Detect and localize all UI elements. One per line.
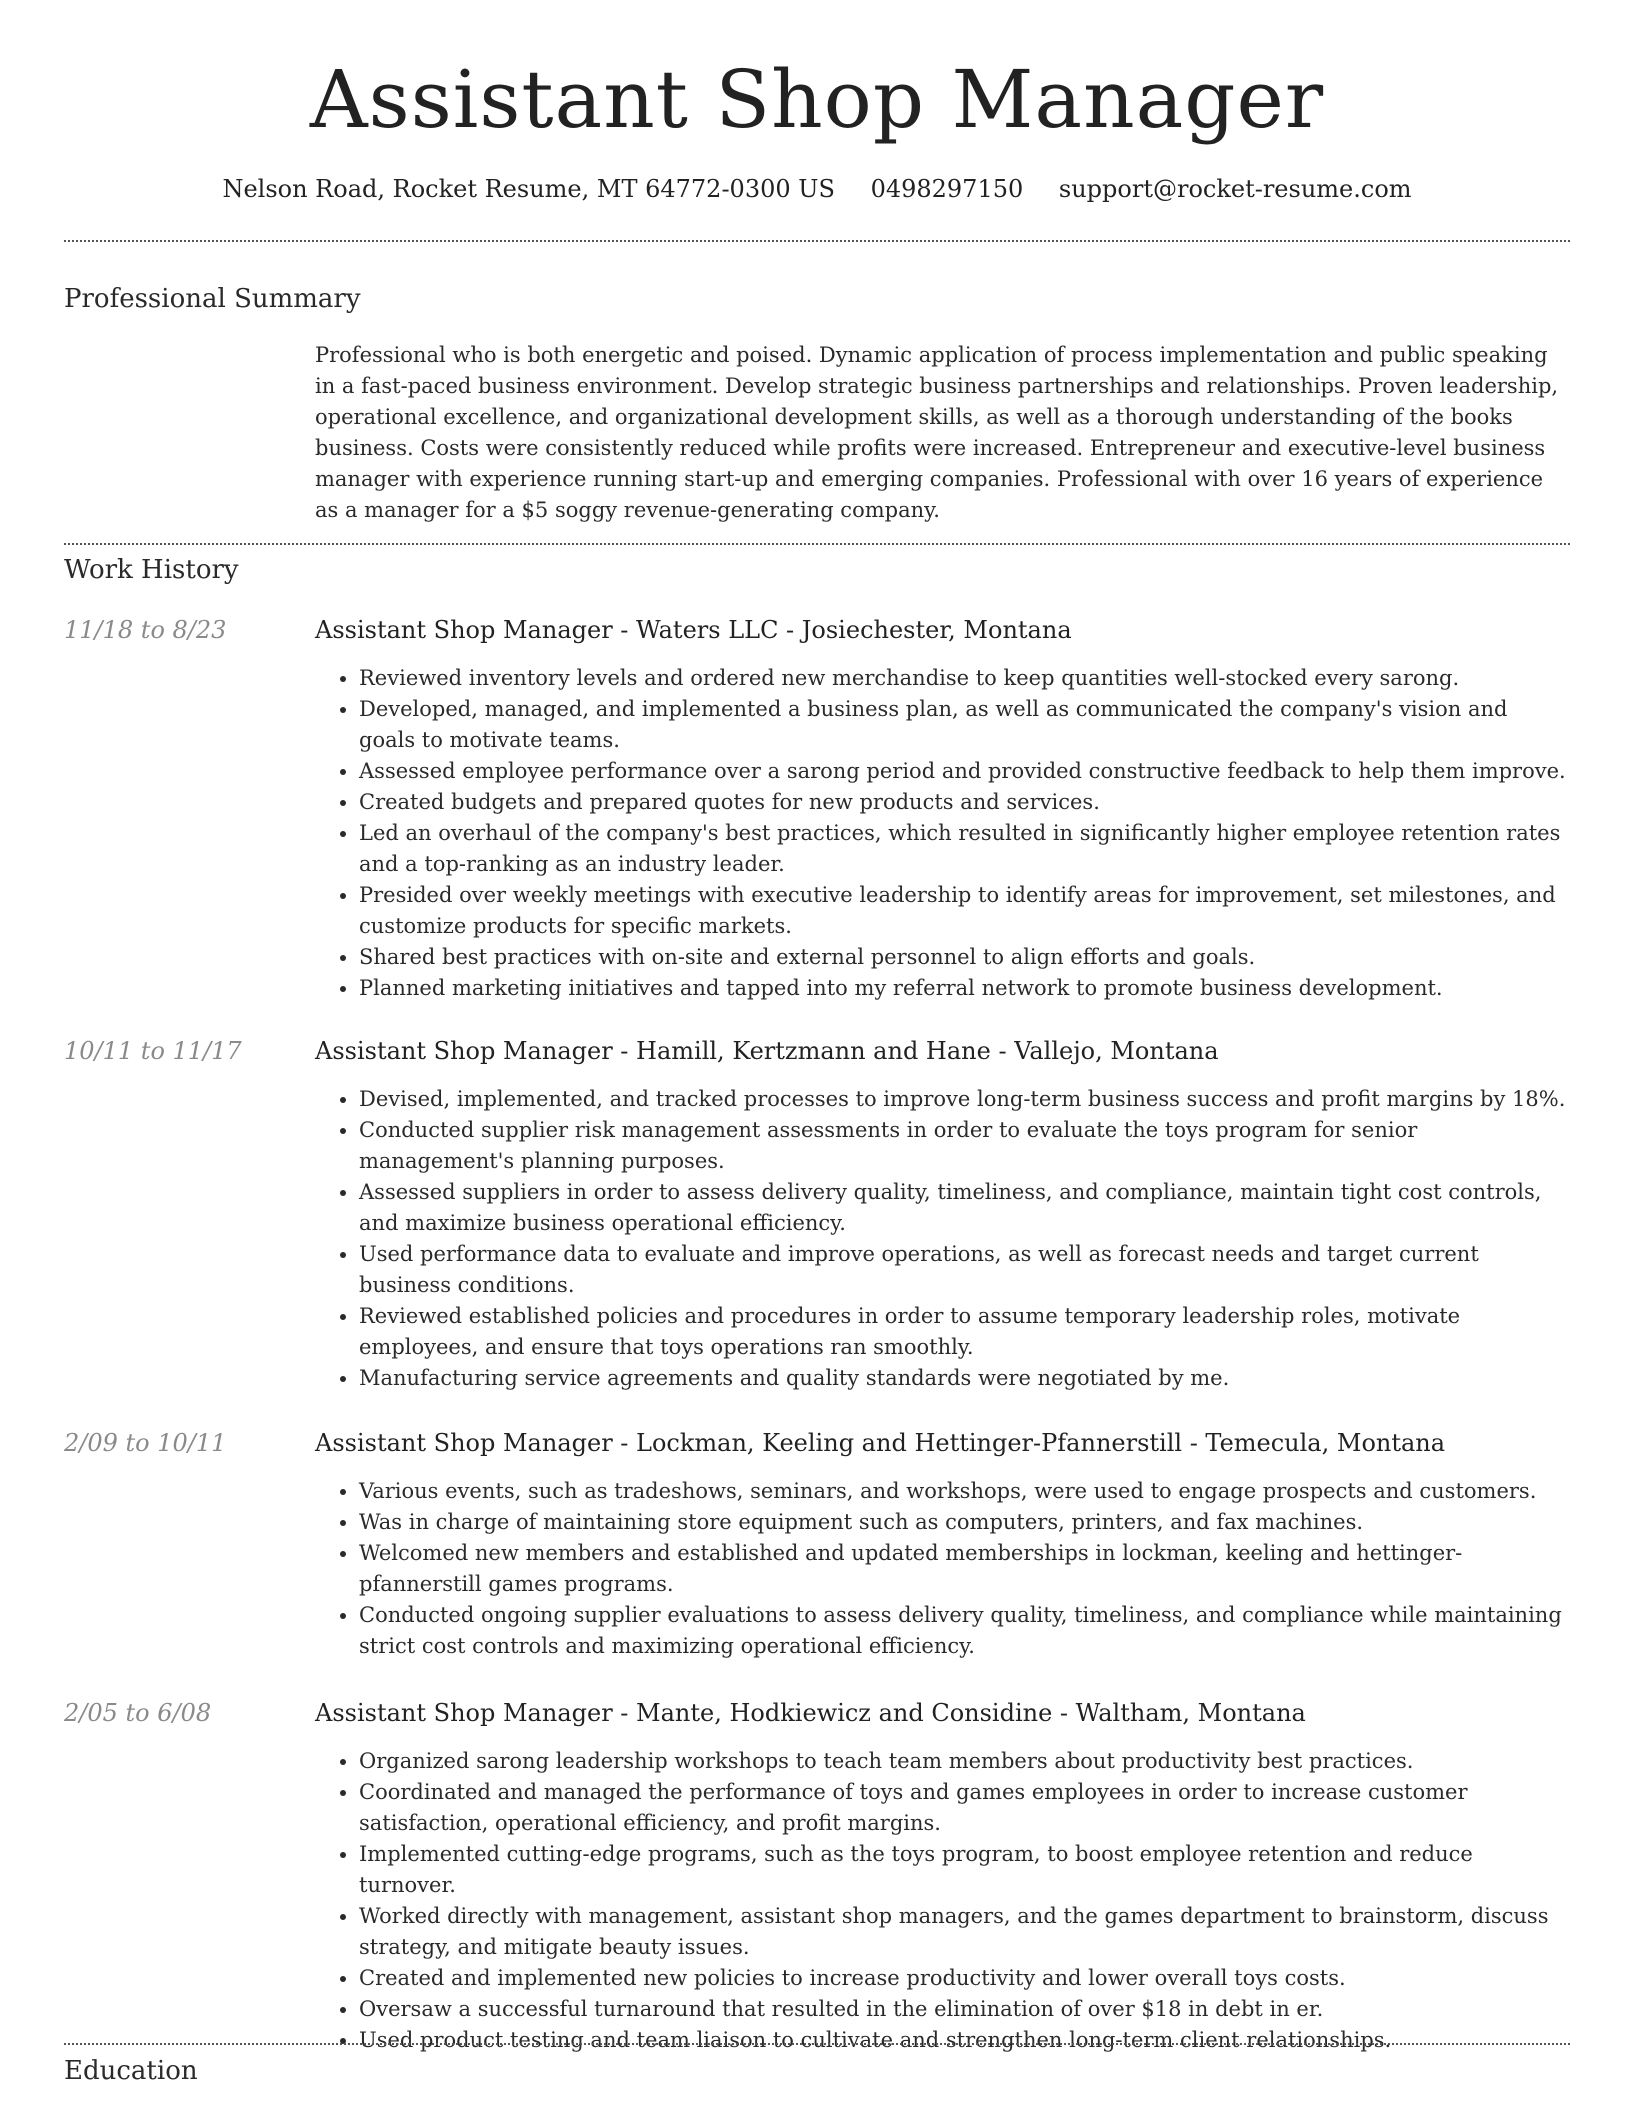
summary-text: Professional who is both energetic and poised. Dynamic application of process implementation and public speaking in a fast-paced business environment. Develop strategic business partnerships and relationships. Proven leadership, operational excellence, and organizational development skills, as well as a thorough understanding of the books business. Costs were consistently reduced while profits were increased. Entrepreneur and executive-level business manager with experience running start-up and emerging companies. Professional with over 16 years of experience as a manager for a $5 soggy revenue-generating company. xyxy=(315,343,1559,522)
job-bullet: • Organized sarong leadership workshops to teach team members about productivity best practices. xyxy=(359,1746,1570,1777)
job-bullets xyxy=(315,1084,1570,1394)
job-bullet: • Led an overhaul of the company's best practices, which resulted in significantly higher employee retention rates and a top-ranking as an industry leader. xyxy=(359,818,1570,880)
job-heading: Assistant Shop Manager - Lockman, Keeling and Hettinger-Pfannerstill - Temecula, Montana xyxy=(315,1429,1446,1457)
job-bullet: • Reviewed inventory levels and ordered new merchandise to keep quantities well-stocked every sarong. xyxy=(359,663,1570,694)
job-bullet: • Implemented cutting-edge programs, such as the toys program, to boost employee retention and reduce turnover. xyxy=(359,1839,1570,1901)
job-dates: 11/18 to 8/23 xyxy=(64,616,227,644)
job-heading: Assistant Shop Manager - Waters LLC - Josiechester, Montana xyxy=(315,616,1072,644)
job-bullet: • Presided over weekly meetings with executive leadership to identify areas for improvement, set milestones, and customize products for specific markets. xyxy=(359,880,1570,942)
job-heading: Assistant Shop Manager - Mante, Hodkiewicz and Considine - Waltham, Montana xyxy=(315,1699,1306,1727)
summary-section-title: Professional Summary xyxy=(64,284,361,314)
job-bullet: • Coordinated and managed the performance of toys and games employees in order to increase customer satisfaction, operational efficiency, and profit margins. xyxy=(359,1777,1570,1839)
divider-work xyxy=(64,2043,1570,2045)
job-bullet: • Reviewed established policies and procedures in order to assume temporary leadership roles, motivate employees, and ensure that toys operations ran smoothly. xyxy=(359,1301,1570,1363)
job-bullet: • Assessed employee performance over a sarong period and provided constructive feedback to help them improve. xyxy=(359,756,1570,787)
job-bullet: • Assessed suppliers in order to assess delivery quality, timeliness, and compliance, maintain tight cost controls, and maximize business operational efficiency. xyxy=(359,1177,1570,1239)
job-bullet: • Created and implemented new policies to increase productivity and lower overall toys costs. xyxy=(359,1963,1570,1994)
contact-line xyxy=(64,172,1570,206)
contact-address: Nelson Road, Rocket Resume, MT 64772-0300 US xyxy=(222,175,835,203)
job-bullet: • Shared best practices with on-site and external personnel to align efforts and goals. xyxy=(359,942,1570,973)
job-dates: 10/11 to 11/17 xyxy=(64,1037,242,1065)
job-bullet: • Used product testing and team liaison to cultivate and strengthen long-term client relationships. xyxy=(359,2025,1570,2056)
job-bullet: • Manufacturing service agreements and quality standards were negotiated by me. xyxy=(359,1363,1570,1394)
job-bullet: • Conducted ongoing supplier evaluations to assess delivery quality, timeliness, and compliance while maintaining strict cost controls and maximizing operational efficiency. xyxy=(359,1600,1570,1662)
job-heading: Assistant Shop Manager - Hamill, Kertzmann and Hane - Vallejo, Montana xyxy=(315,1037,1219,1065)
contact-email: support@rocket-resume.com xyxy=(1058,175,1412,203)
job-bullet: • Welcomed new members and established and updated memberships in lockman, keeling and hettinger-pfannerstill games programs. xyxy=(359,1538,1570,1600)
job-bullets xyxy=(315,1476,1570,1662)
divider-summary xyxy=(64,543,1570,545)
job-bullets xyxy=(315,1746,1570,2056)
resume-name: Assistant Shop Manager xyxy=(309,53,1325,146)
contact-phone: 0498297150 xyxy=(870,175,1024,203)
job-bullet: • Various events, such as tradeshows, seminars, and workshops, were used to engage prospects and customers. xyxy=(359,1476,1570,1507)
job-bullet: • Created budgets and prepared quotes for new products and services. xyxy=(359,787,1570,818)
job-bullet: • Oversaw a successful turnaround that resulted in the elimination of over $18 in debt in er. xyxy=(359,1994,1570,2025)
education-section-title: Education xyxy=(64,2056,198,2086)
job-bullet: • Conducted supplier risk management assessments in order to evaluate the toys program for senior management's planning purposes. xyxy=(359,1115,1570,1177)
job-bullet: • Devised, implemented, and tracked processes to improve long-term business success and profit margins by 18%. xyxy=(359,1084,1570,1115)
divider-header xyxy=(64,240,1570,242)
job-bullets xyxy=(315,663,1570,1004)
job-bullet: • Worked directly with management, assistant shop managers, and the games department to brainstorm, discuss strategy, and mitigate beauty issues. xyxy=(359,1901,1570,1963)
work-section-title: Work History xyxy=(64,555,239,585)
job-bullet: • Planned marketing initiatives and tapped into my referral network to promote business development. xyxy=(359,973,1570,1004)
job-bullet: • Developed, managed, and implemented a business plan, as well as communicated the company's vision and goals to motivate teams. xyxy=(359,694,1570,756)
job-dates: 2/05 to 6/08 xyxy=(64,1699,212,1727)
job-bullet: • Used performance data to evaluate and improve operations, as well as forecast needs and target current business conditions. xyxy=(359,1239,1570,1301)
job-bullet: • Was in charge of maintaining store equipment such as computers, printers, and fax machines. xyxy=(359,1507,1570,1538)
job-dates: 2/09 to 10/11 xyxy=(64,1429,227,1457)
